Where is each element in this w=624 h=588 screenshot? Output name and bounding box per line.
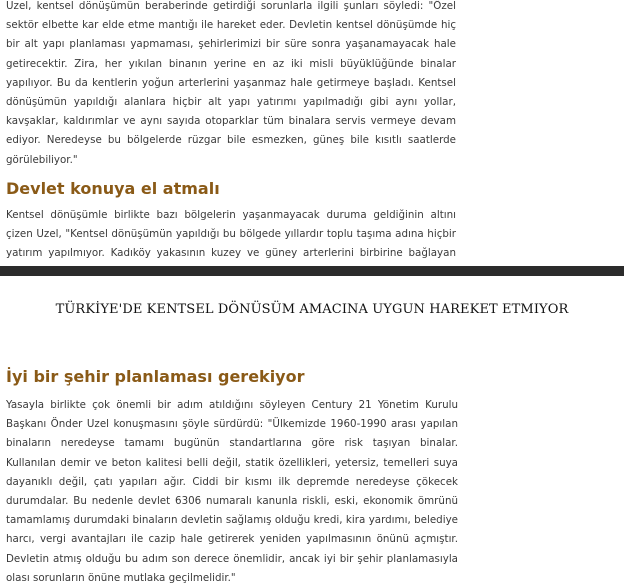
top-article-body <box>6 0 456 266</box>
section-heading: Devlet konuya el atmalı <box>6 178 220 198</box>
second-paragraph: Kentsel dönüşümle birlikte bazı bölgelerin yaşanmayacak duruma geldiğinin altını çizen Uzel, "Kentsel dönüşümün yapıldığı bu bölgede yıllardır toplu taşıma adına hiçbir yatırım yapılmıyor. Kadıköy yakasının kuzey ve güney arterlerini birbirine bağlayan <box>6 208 456 260</box>
page-title: TÜRKİYE'DE KENTSEL DÖNÜSÜM AMACINA UYGUN HAREKET ETMIYOR <box>55 302 569 317</box>
bottom-paragraph: Yasayla birlikte çok önemli bir adım atıldığını söyleyen Century 21 Yönetim Kurulu Başkanı Önder Uzel konuşmasını şöyle sürdürdü: "Ülkemizde 1960-1990 arası yapılan binaların neredeyse tamamı bugünün standartlarına göre risk taşıyan binalar. Kullanılan demir ve beton kalitesi belli değil, statik özellikleri, yetersiz, temelleri suya dayanıklı değil, çatı yapıları ağır. Ciddi bir kısmı ilk depremde neredeyse çökecek durumdalar. Bu nedenle devlet 6306 numaralı kanunla riskli, eski, ekonomik ömrünü tamamlamış durumdaki binaların devletin sağlamış olduğu kredi, kira yardımı, belediye harcı, vergi avantajları ile cazip hale getirerek yeniden yapılmasının önünü açmıştır. Devletin atmış olduğu bu adım son derece önemlidir, ancak iyi bir şehir planlamasıyla olası sorunların önüne mutlaka geçilmelidir." <box>6 399 458 584</box>
divider-bar <box>0 266 624 276</box>
intro-paragraph: Uzel, kentsel dönüşümün beraberinde getirdiği sorunlarla ilgili şunları söyledi: "Özel sektör elbette kar elde etme mantığı ile hareket eder. Devletin kentsel dönüşümde hiç bir alt yapı planlaması yapmaması, şehirlerimizi bir süre sonra yaşanamayacak hale getirecektir. Zira, her yıkılan binanın yerine en az iki misli büyüklüğünde binalar yapılıyor. Bu da kentlerin yoğun arterlerini yaşanmaz hale getirmeye başladı. Kentsel dönüşümün yapıldığı alanlara hiçbir alt yapı yatırımı yapılmadığı gibi aynı yollar, kavşaklar, kaldırımlar ve aynı sayıda otoparklar tüm binalara servis vermeye devam ediyor. Neredeyse bu bölgelerde rüzgar bile esmezken, güneş bile kısıtlı saatlerde görülebiliyor." <box>6 0 456 166</box>
top-article-excerpt <box>0 0 624 266</box>
section-heading-2: İyi bir şehir planlaması gerekiyor <box>6 367 305 386</box>
bottom-article-body <box>6 366 458 588</box>
